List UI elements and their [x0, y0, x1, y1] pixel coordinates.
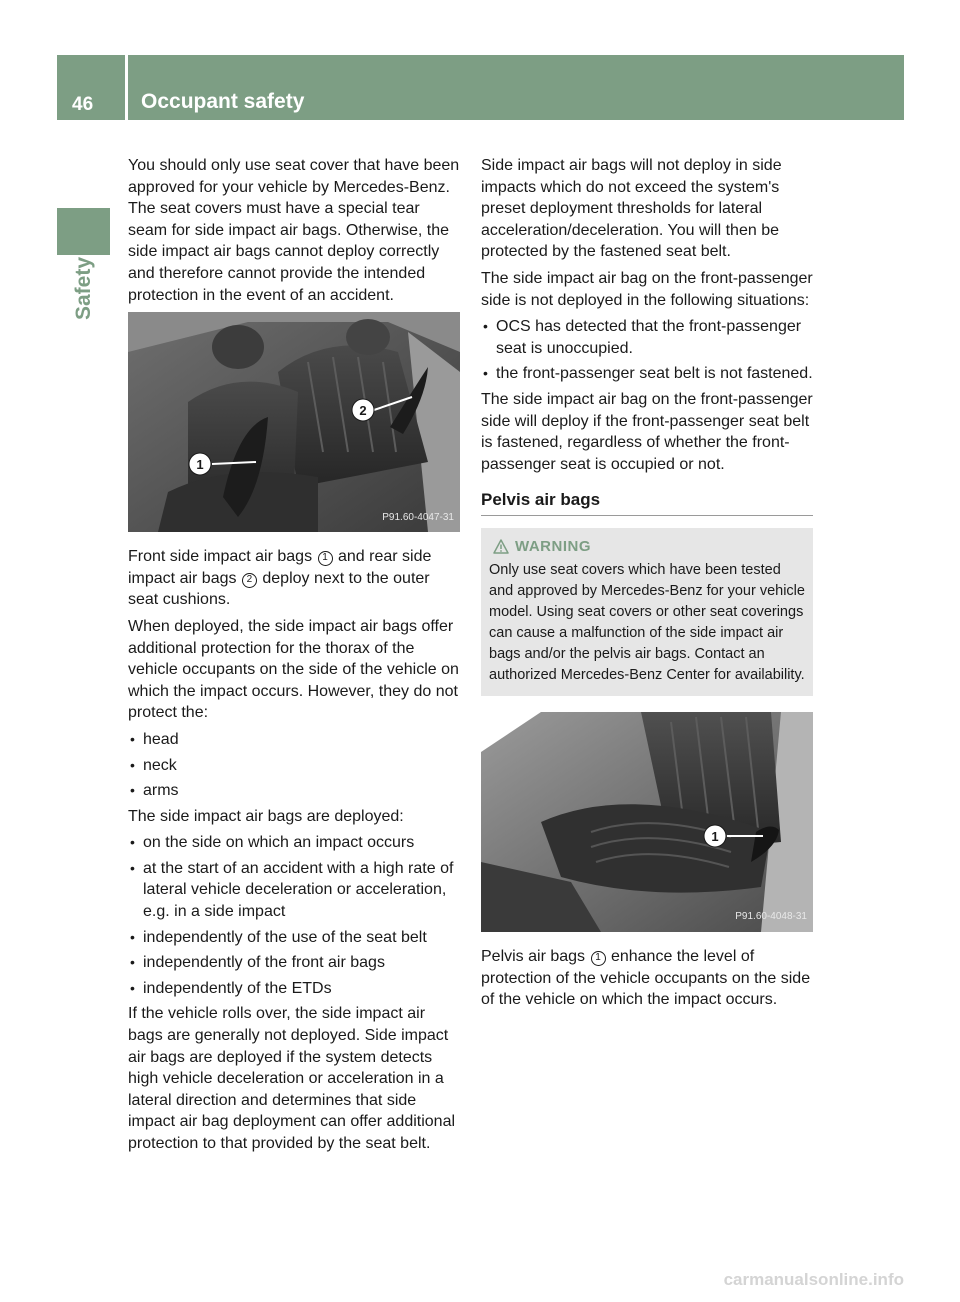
threshold-paragraph: Side impact air bags will not deploy in side impacts which do not exceed the system's preset deployment thresholds for lateral acceleration/deceleration. You will then be protected by the fastened seat belt. [481, 157, 782, 261]
list-item: • arms [128, 780, 460, 802]
figure1-code: P91.60-4047-31 [382, 511, 454, 523]
caption-part1: Front side impact air bags [128, 548, 317, 566]
caption-part2: and rear side impact air bags [128, 548, 432, 587]
rear-seats-figure [128, 312, 460, 532]
left-column [128, 155, 460, 1160]
warning-triangle-icon [493, 539, 509, 554]
rollover-paragraph: If the vehicle rolls over, the side impact air bags are generally not deployed. Side impact air bags are deployed if the system detects high vehicle deceleration or acceleration in a lateral direction and determines that side impact air bag deployment can offer additional protection to that provided by the seat belt. [128, 1005, 456, 1152]
callout-1: 1 [318, 551, 333, 566]
caption-paragraph [128, 546, 460, 611]
deployed-when-intro: The side impact air bags are deployed: [128, 807, 404, 825]
list-item: • head [128, 729, 460, 751]
figure2-callout-1: 1 [711, 828, 719, 844]
list-item: • OCS has detected that the front-passenger seat is unoccupied. [481, 316, 813, 359]
callout-2: 2 [242, 573, 257, 588]
watermark: carmanualsonline.info [723, 1270, 904, 1289]
header-separator [125, 55, 128, 120]
list-item: • the front-passenger seat belt is not fastened. [481, 363, 813, 385]
warning-box [481, 528, 813, 696]
list-item: • neck [128, 755, 460, 777]
page-title: Occupant safety [141, 90, 305, 113]
list-item: • independently of the use of the seat belt [128, 927, 460, 949]
pelvis-paragraph [481, 946, 813, 1011]
list-item: • on the side on which an impact occurs [128, 832, 460, 854]
not-deployed-list [481, 316, 813, 385]
deployed-paragraph: When deployed, the side impact air bags offer additional protection for the thorax of the vehicle occupants on the side of the vehicle on which the impact occurs. However, they do not protect the: [128, 617, 459, 722]
pelvis-part1: Pelvis air bags [481, 947, 590, 965]
not-protected-list [128, 729, 460, 802]
section-tab-label: Safety [72, 256, 95, 320]
right-column [481, 155, 813, 1016]
list-item: • at the start of an accident with a high rate of lateral vehicle deceleration or acceleration, e.g. in a side impact [128, 858, 460, 923]
figure1-callout-1: 1 [196, 457, 204, 473]
intro-paragraph: You should only use seat cover that have been approved for your vehicle by Mercedes-Benz. The seat covers must have a special tear seam for side impact air bags. Otherwise, the side impact air bags cannot deploy correctly and therefore cannot provide the intended protection in the event of an accident. [128, 157, 460, 304]
warning-text: Only use seat covers which have been tested and approved by Mercedes-Benz for your vehicle model. Using seat covers or other seat coverings can cause a malfunction of the side impact air bags and/or the pelvis air bags. Contact an authorized Mercedes-Benz Center for availability. [489, 561, 805, 683]
list-item: • independently of the ETDs [128, 978, 460, 1000]
rear-seats-illustration [128, 312, 460, 532]
front-seat-figure [481, 712, 813, 932]
page-number: 46 [72, 94, 94, 115]
pelvis-part2: enhance the level of protection of the vehicle occupants on the side of the vehicle on which the impact occurs. [481, 947, 811, 1009]
caption-part3: deploy next to the outer seat cushions. [128, 569, 430, 609]
not-deployed-intro: The side impact air bag on the front-passenger side is not deployed in the following situations: [481, 269, 813, 309]
figure2-code: P91.60-4048-31 [735, 911, 807, 923]
list-item: • independently of the front air bags [128, 952, 460, 974]
figure1-callout-2: 2 [359, 403, 367, 419]
callout-1: 1 [591, 951, 606, 966]
warning-title: WARNING [515, 537, 591, 555]
will-deploy-paragraph: The side impact air bag on the front-passenger side will deploy if the front-passenger seat belt is fastened, regardless of whether the front-passenger seat is occupied or not. [481, 390, 813, 473]
deployed-when-list [128, 832, 460, 999]
section-tab-marker [57, 208, 110, 255]
warning-header [493, 536, 805, 557]
section-heading-pelvis: Pelvis air bags [481, 489, 813, 516]
front-seat-illustration [481, 712, 813, 932]
